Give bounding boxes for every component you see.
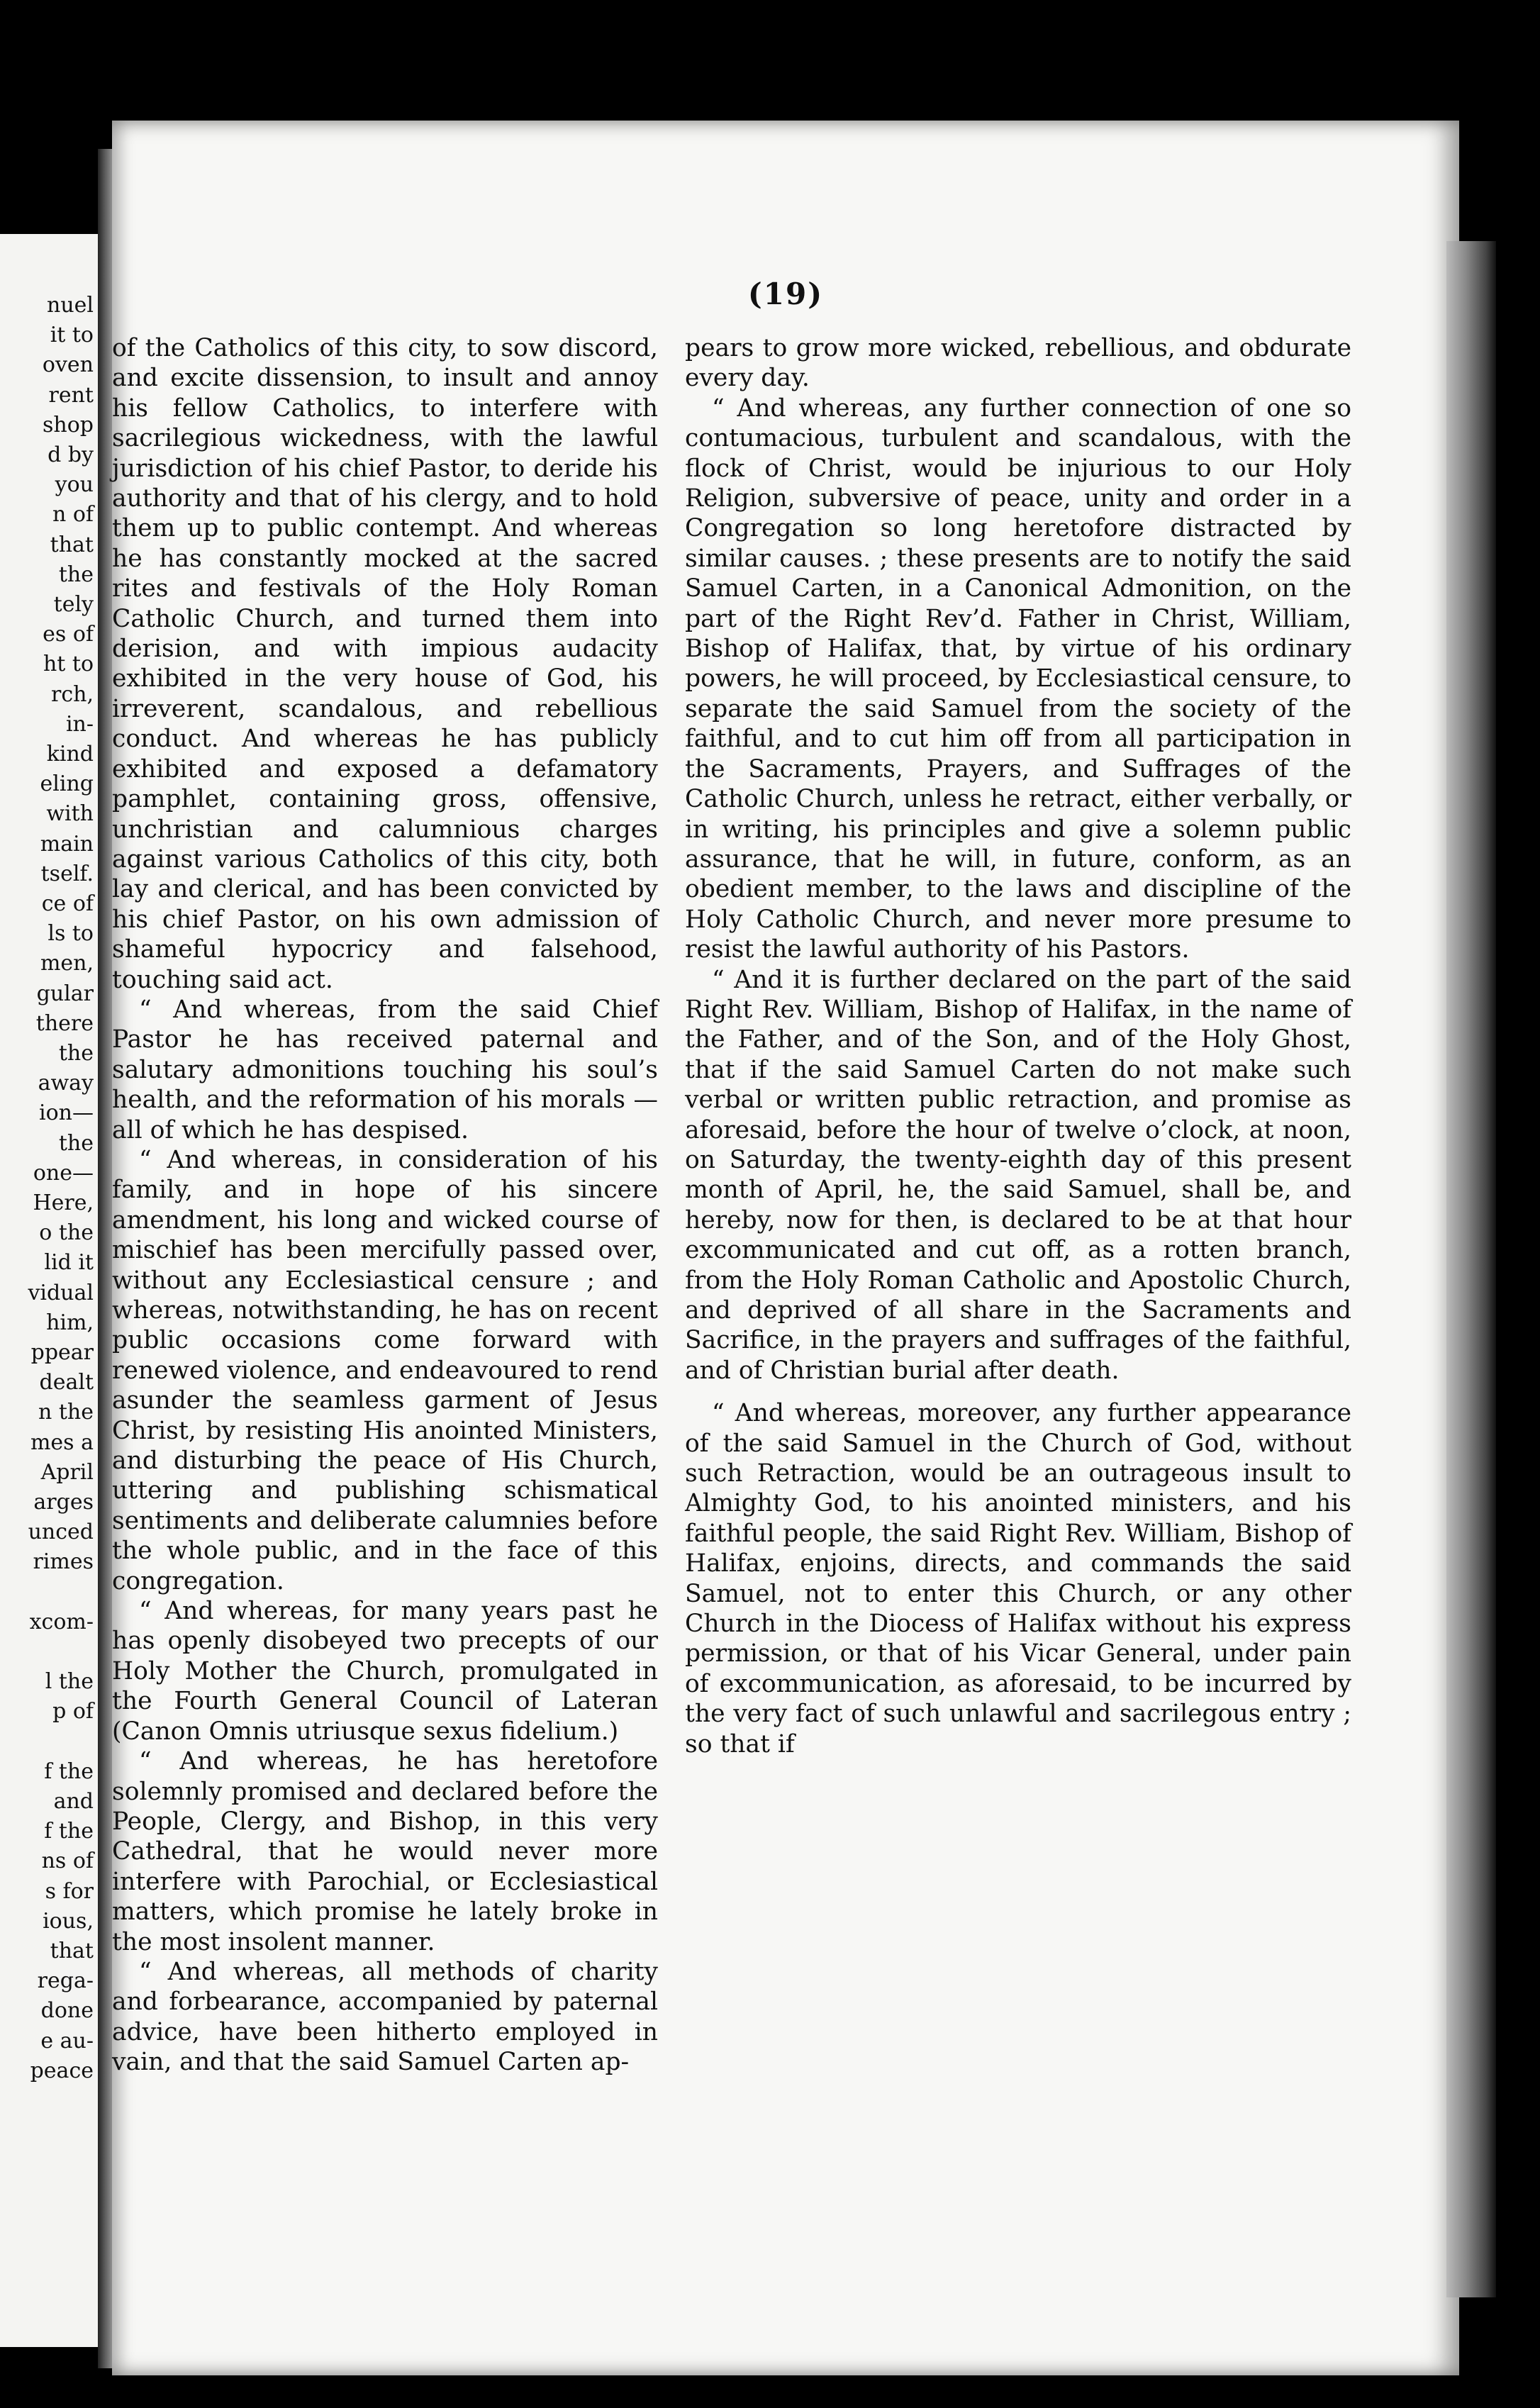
facing-page-text: arges bbox=[33, 1490, 94, 1515]
facing-page-text: done bbox=[40, 1998, 94, 2024]
paragraph: “ And whereas, any further connection of one so contumacious, turbulent and scandalous, with the flock of Christ, would be injurious to our Holy Religion, subversive of peace, unity and order in a Congregation so long heretofore distracted by similar causes. ; these presents are to notify the said Samuel Carten, in a Canonical Admonition, on the part of the Right Rev’d. Father in Christ, William, Bishop of Halifax, that, by virtue of his ordinary powers, he will proceed, by Ecclesiastical censure, to separate the said Samuel from the society of the faithful, and to cut him off from all participation in the Sacraments, Prayers, and Suffrages of the Catholic Church, unless he retract, either verbally, or in writing, his principles and give a solemn public assurance, that he will, in future, conform, as an obedient member, to the laws and discipline of the Holy Catholic Church, and never more presume to resist the lawful authority of his Pastors. bbox=[685, 394, 1351, 964]
facing-page-text: f the bbox=[44, 1819, 94, 1844]
facing-page-text: rent bbox=[48, 382, 94, 408]
facing-page-text: the bbox=[58, 1130, 94, 1156]
facing-page-text: n the bbox=[38, 1400, 94, 1425]
facing-page-text: d by bbox=[48, 442, 94, 467]
facing-page-text: p of bbox=[52, 1699, 94, 1724]
page-number: (19) bbox=[747, 277, 824, 311]
facing-page-fragment bbox=[0, 234, 98, 2347]
facing-page-text: and bbox=[53, 1789, 94, 1814]
facing-page-text: main bbox=[40, 831, 94, 857]
facing-page-text: mes a bbox=[30, 1429, 94, 1455]
facing-page-text: him, bbox=[46, 1310, 94, 1335]
paragraph: pears to grow more wicked, rebellious, and obdurate every day. bbox=[685, 334, 1351, 393]
right-column bbox=[685, 333, 1351, 1759]
paragraph: “ And whereas, moreover, any further appearance of the said Samuel in the Church of God, without such Retraction, would be an outrageous insult to Almighty God, to his anointed ministers, and his faithful people, the said Right Rev. William, Bishop of Halifax, enjoins, directs, and commands the said Samuel, not to enter this Church, or any other Church in the Diocess of Halifax without his express permission, or that of his Vicar General, under pain of excommunication, as aforesaid, to be incurred by the very fact of such unlawful and sacrilegous entry ; so that if bbox=[685, 1399, 1351, 1758]
paragraph: “ And whereas, from the said Chief Pastor he has received paternal and salutary admonitions touching his soul’s health, and the reformation of his morals —all of which he has despised. bbox=[112, 995, 658, 1144]
paragraph: “ And whereas, all methods of charity and forbearance, accompanied by paternal advice, have been hitherto employed in vain, and that the said Samuel Carten ap- bbox=[112, 1957, 658, 2077]
page-edge bbox=[1446, 241, 1496, 2297]
facing-page-text: rega- bbox=[37, 1968, 94, 1994]
facing-page-text: vidual bbox=[28, 1280, 94, 1305]
facing-page-text: in- bbox=[65, 711, 94, 737]
paragraph: “ And whereas, for many years past he has openly disobeyed two precepts of our Holy Mother the Church, promulgated in the Fourth General Council of Lateran (Canon Omnis utriusque sexus fidelium.) bbox=[112, 1597, 658, 1746]
facing-page-text: ppear bbox=[30, 1340, 94, 1365]
facing-page-text: dealt bbox=[39, 1370, 94, 1395]
facing-page-text: with bbox=[46, 801, 94, 827]
book-gutter bbox=[98, 149, 113, 2368]
paragraph: of the Catholics of this city, to sow discord, and excite dissension, to insult and annoy his fellow Catholics, to interfere with sacrilegious wickedness, with the lawful jurisdiction of his chief Pastor, to deride his authority and that of his clergy, and to hold them up to public contempt. And whereas he has constantly mocked at the sacred rites and festivals of the Holy Roman Catholic Church, and turned them into derision, and with impious audacity exhibited in the very house of God, his irreverent, scandalous, and rebellious conduct. And whereas he has publicly exhibited and exposed a defamatory pamphlet, containing gross, offensive, unchristian and calumnious charges against various Catholics of this city, both lay and clerical, and has been convicted by his chief Pastor, on his own admission of shameful hypocricy and falsehood, touching said act. bbox=[112, 334, 658, 994]
facing-page-text: o the bbox=[39, 1220, 94, 1246]
facing-page-text: ns of bbox=[41, 1849, 94, 1874]
facing-page-text: gular bbox=[36, 981, 94, 1006]
facing-page-text: ious, bbox=[43, 1908, 94, 1934]
facing-page-text: tself. bbox=[40, 861, 94, 886]
facing-page-text: rch, bbox=[51, 681, 94, 707]
facing-page-text: tely bbox=[53, 592, 94, 617]
facing-page-text: the bbox=[58, 562, 94, 587]
facing-page-text: es of bbox=[43, 622, 94, 647]
facing-page-text: ls to bbox=[48, 921, 94, 947]
facing-page-text: you bbox=[55, 472, 94, 498]
paragraph: “ And whereas, he has heretofore solemnly promised and declared before the People, Clergy, and Bishop, in this very Cathedral, that he would never more interfere with Parochial, or Ecclesiastical matters, which promise he lately broke in the most insolent manner. bbox=[112, 1747, 658, 1956]
facing-page-text: n of bbox=[52, 502, 94, 528]
facing-page-text: that bbox=[50, 1939, 94, 1963]
facing-page-text: Here, bbox=[33, 1191, 94, 1215]
facing-page-text: nuel bbox=[47, 293, 94, 318]
facing-page-text: the bbox=[58, 1041, 94, 1066]
facing-page-text: e au- bbox=[40, 2028, 94, 2053]
facing-page-text: April bbox=[40, 1459, 94, 1485]
facing-page-text: kind bbox=[46, 742, 94, 767]
facing-page-text: that bbox=[50, 532, 94, 557]
facing-page-text: ht to bbox=[43, 652, 94, 677]
paragraph: “ And whereas, in consideration of his family, and in hope of his sincere amendment, his long and wicked course of mischief has been mercifully passed over, without any Ecclesiastical censure ; and whereas, notwithstanding, he has on recent public occasions come forward with renewed violence, and endeavoured to rend asunder the seamless garment of Jesus Christ, by resisting His anointed Ministers, and disturbing the peace of His Church, uttering and publishing schismatical sentiments and deliberate calumnies before the whole public, and in the face of this congregation. bbox=[112, 1145, 658, 1595]
page bbox=[112, 121, 1459, 2375]
paragraph: “ And it is further declared on the part of the said Right Rev. William, Bishop of Halifax, in the name of the Father, and of the Son, and of the Holy Ghost, that if the said Samuel Carten do not make such verbal or written public retraction, and promise as aforesaid, before the hour of twelve o’clock, at noon, on Saturday, the twenty-eighth day of this present month of April, he, the said Samuel, shall be, and hereby, now for then, is declared to be at that hour excommunicated and cut off, as a rotten branch, from the Holy Roman Catholic and Apostolic Church, and deprived of all share in the Sacraments and Sacrifice, in the prayers and suffrages of the faithful, and of Christian burial after death. bbox=[685, 965, 1351, 1385]
facing-page-text: oven bbox=[42, 352, 94, 378]
facing-page-text: one— bbox=[33, 1160, 94, 1186]
facing-page-text: men, bbox=[40, 951, 94, 976]
facing-page-text: ce of bbox=[41, 891, 94, 916]
facing-page-text: unced bbox=[28, 1520, 94, 1545]
facing-page-text: there bbox=[35, 1010, 94, 1036]
facing-page-text: eling bbox=[40, 771, 94, 797]
facing-page-text: ion— bbox=[39, 1100, 94, 1126]
facing-page-text: s for bbox=[45, 1878, 94, 1904]
facing-page-text: lid it bbox=[44, 1250, 94, 1276]
facing-page-text: rimes bbox=[33, 1549, 94, 1575]
facing-page-text: shop bbox=[43, 412, 94, 437]
left-column bbox=[112, 333, 658, 2078]
facing-page-text: it to bbox=[50, 323, 94, 348]
facing-page-text: f the bbox=[44, 1758, 94, 1784]
facing-page-text: away bbox=[38, 1071, 94, 1096]
facing-page-text: xcom- bbox=[29, 1609, 94, 1634]
facing-page-text: l the bbox=[45, 1669, 94, 1695]
facing-page-text: peace bbox=[30, 2058, 94, 2083]
